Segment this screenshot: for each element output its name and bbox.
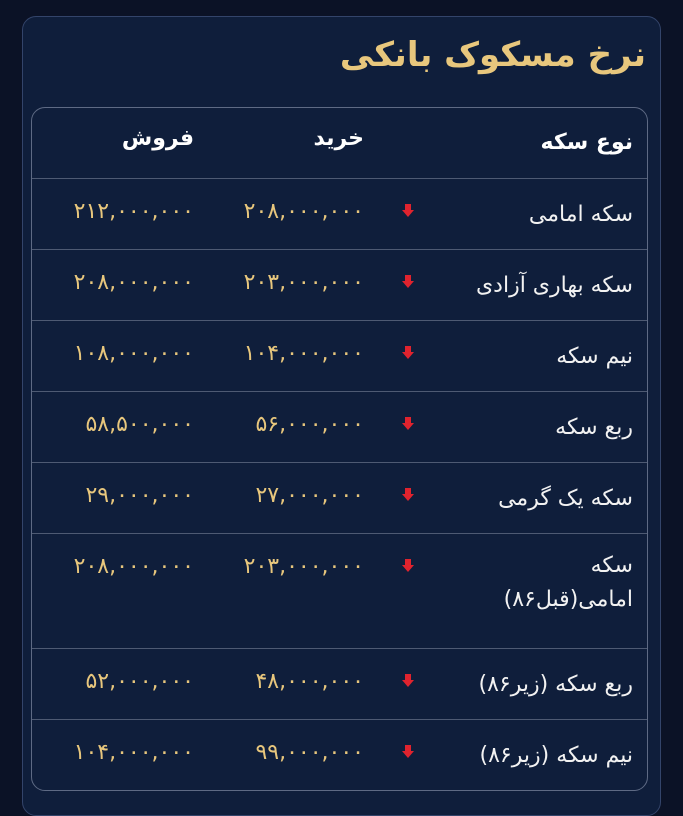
buy-price: ۴۸,۰۰۰,۰۰۰ (255, 669, 364, 694)
header-sell: فروش (121, 126, 194, 151)
sell-price: ۲۰۸,۰۰۰,۰۰۰ (73, 270, 194, 295)
buy-price: ۲۰۸,۰۰۰,۰۰۰ (243, 199, 364, 224)
buy-price: ۲۰۳,۰۰۰,۰۰۰ (243, 554, 364, 579)
table-row (32, 179, 647, 250)
coin-name: سکه امامی(قبل۸۶) (503, 553, 633, 612)
buy-price: ۱۰۴,۰۰۰,۰۰۰ (243, 341, 364, 366)
table-row (32, 534, 647, 649)
sell-price: ۱۰۸,۰۰۰,۰۰۰ (73, 341, 194, 366)
table-row (32, 392, 647, 463)
table-row (32, 649, 647, 720)
table-row (32, 321, 647, 392)
sell-price: ۵۸,۵۰۰,۰۰۰ (85, 412, 194, 437)
arrow-down-icon (401, 203, 415, 219)
coin-price-table (31, 107, 648, 791)
table-header (32, 108, 647, 179)
buy-price: ۲۰۳,۰۰۰,۰۰۰ (243, 270, 364, 295)
table-row (32, 463, 647, 534)
buy-price: ۹۹,۰۰۰,۰۰۰ (255, 740, 364, 765)
sell-price: ۲۹,۰۰۰,۰۰۰ (85, 483, 194, 508)
page-title: نرخ مسکوک بانکی (339, 35, 646, 75)
price-card (22, 16, 661, 816)
arrow-down-icon (401, 673, 415, 689)
arrow-down-icon (401, 558, 415, 574)
coin-name: ربع سکه (زیر۸۶) (478, 672, 633, 697)
coin-name: نیم سکه (زیر۸۶) (479, 743, 633, 768)
coin-name: سکه امامی (528, 202, 633, 227)
coin-name: ربع سکه (555, 415, 633, 440)
sell-price: ۲۰۸,۰۰۰,۰۰۰ (73, 554, 194, 579)
coin-name: سکه بهاری آزادی (475, 273, 633, 298)
table-row (32, 720, 647, 790)
coin-name: سکه یک گرمی (498, 486, 633, 511)
arrow-down-icon (401, 274, 415, 290)
buy-price: ۲۷,۰۰۰,۰۰۰ (255, 483, 364, 508)
header-buy: خرید (313, 126, 364, 151)
sell-price: ۱۰۴,۰۰۰,۰۰۰ (73, 740, 194, 765)
sell-price: ۲۱۲,۰۰۰,۰۰۰ (73, 199, 194, 224)
buy-price: ۵۶,۰۰۰,۰۰۰ (255, 412, 364, 437)
header-type: نوع سکه (540, 130, 633, 155)
arrow-down-icon (401, 744, 415, 760)
sell-price: ۵۲,۰۰۰,۰۰۰ (85, 669, 194, 694)
arrow-down-icon (401, 487, 415, 503)
arrow-down-icon (401, 345, 415, 361)
coin-name: نیم سکه (556, 344, 633, 369)
table-row (32, 250, 647, 321)
arrow-down-icon (401, 416, 415, 432)
